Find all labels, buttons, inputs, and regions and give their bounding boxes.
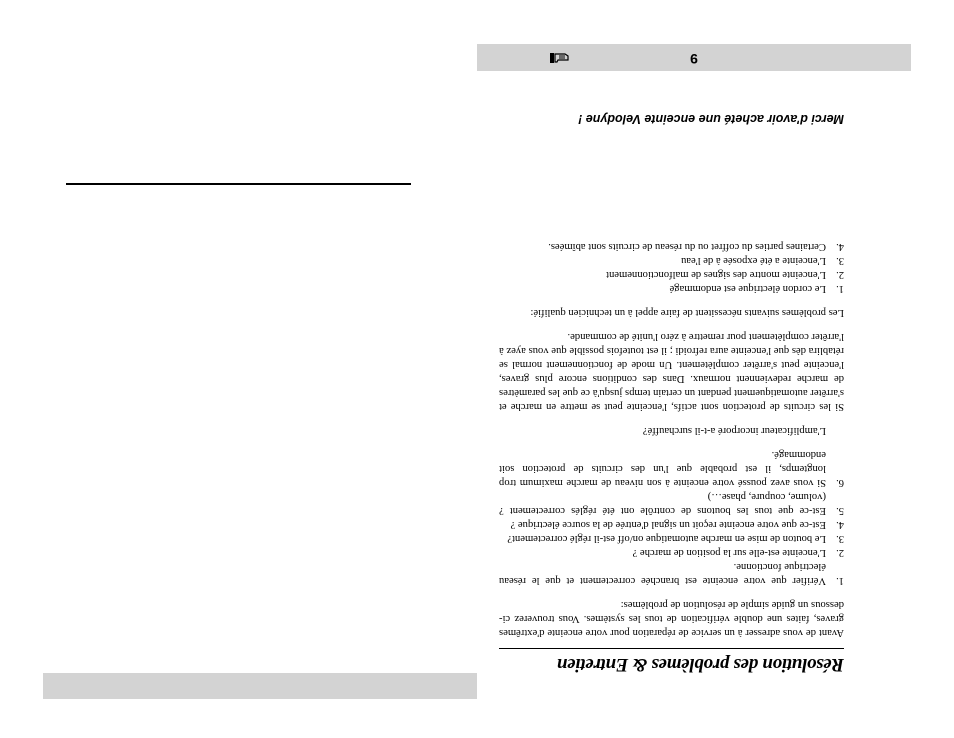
list-item: 2. L'enceinte montre des signes de malfonctionnement bbox=[606, 269, 844, 280]
left-page-rule bbox=[66, 183, 411, 185]
thank-you-note: Merci d'avoir acheté une enceinte Velodyne ! bbox=[578, 112, 844, 126]
left-page-footer-bar bbox=[43, 673, 477, 699]
intro-paragraph: Avant de vous adresser à un service de réparation pour votre enceinte d'extrêmes graves, faites une double vérification de tous les systèmes. Vous trouverez ci-dessous un guide simple de résolution de problèmes: bbox=[499, 599, 844, 638]
section-title: Résolution des problèmes & Entretien bbox=[557, 654, 844, 675]
list-item: 5. Est-ce que tous les boutons de contrôle ont été réglés correctement ? (volume, coupure, phase…) bbox=[499, 491, 844, 516]
list-item: 3. L'enceinte a été exposée à de l'eau bbox=[681, 255, 844, 266]
list-item: 4. Est-ce que votre enceinte reçoit un signal d'entrée de la source électrique ? bbox=[510, 519, 844, 530]
technician-intro: Les problèmes suivants nécessitent de faire appel à un technicien qualifié: bbox=[530, 307, 844, 318]
page-number: 9 bbox=[690, 51, 698, 67]
list-item: 6. Si vous avez poussé votre enceinte à son niveau de marche maximum trop longtemps, il est probable que l'un des circuits de protection soit endommagé. bbox=[499, 449, 844, 488]
list-item: 2. L'enceinte est-elle sur la position de marche ? bbox=[632, 547, 844, 558]
page-body bbox=[499, 239, 844, 639]
list-item: 4. Certaines parties du coffret ou du réseau de circuits sont abîmées. bbox=[548, 241, 844, 252]
title-rule bbox=[499, 648, 844, 649]
list-item: 3. Le bouton de mise en marche automatique on/off est-il réglé correctement? bbox=[507, 533, 844, 544]
pointing-hand-icon bbox=[549, 51, 569, 65]
page-footer-bar bbox=[477, 44, 911, 71]
list-item: 1. Le cordon électrique est endommagé bbox=[669, 283, 844, 294]
right-page bbox=[477, 43, 911, 699]
protection-paragraph: Si les circuits de protection sont actifs, l'enceinte peut se mettre en marche et s'arrêter automatiquement pendant un certain temps jusqu'à ce que les paramètres de marche redeviennent normaux. Dans des conditions encore plus graves, l'enceinte peut s'arrêter complètement. Un mode de fonctionnement normal se rétablira dès que l'enceinte aura refroidi ; il est toutefois possible que vous ayez à l'arrêter complètement pour remettre à zéro l'unité de commande. bbox=[499, 331, 844, 412]
checklist bbox=[499, 447, 844, 587]
amp-question: L'amplificateur incorporé a-t-il surchauffé? bbox=[642, 425, 826, 436]
list-item: 1. Vérifier que votre enceinte est branchée correctement et que le réseau électrique fonctionne. bbox=[499, 561, 844, 586]
problem-list bbox=[499, 239, 844, 295]
